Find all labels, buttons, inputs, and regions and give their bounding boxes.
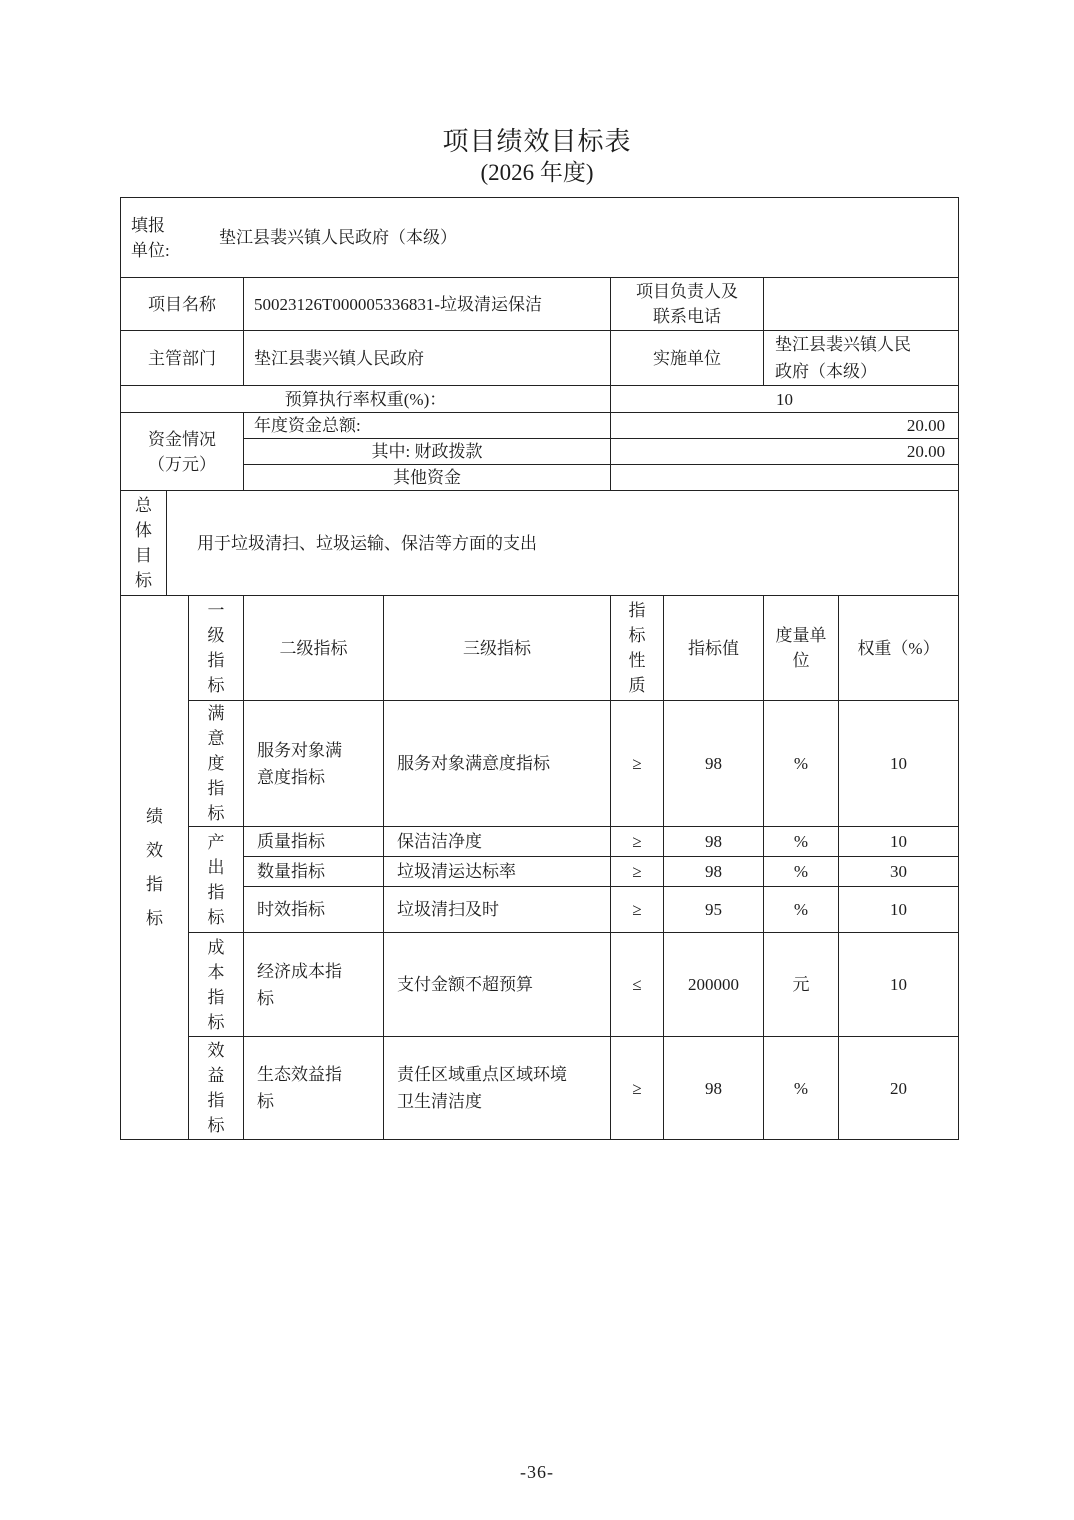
weight-cell: 10 — [839, 887, 959, 933]
level1-satisfaction-cell — [189, 701, 244, 827]
nature-cell: ≥ — [611, 1037, 664, 1140]
level3-cell: 支付金额不超预算 — [384, 933, 611, 1037]
indicator-row-benefit — [121, 1037, 959, 1140]
col-header-weight: 权重（%） — [839, 596, 959, 701]
department-label: 主管部门 — [121, 331, 244, 386]
value-cell: 98 — [664, 1037, 764, 1140]
impl-unit-label: 实施单位 — [611, 331, 764, 386]
impl-unit-value: 垫江县裴兴镇人民政府（本级） — [764, 331, 959, 386]
report-unit-row — [121, 198, 959, 278]
weight-cell: 10 — [839, 933, 959, 1037]
unit-cell: % — [764, 827, 839, 857]
department-value: 垫江县裴兴镇人民政府 — [244, 331, 611, 386]
nature-cell: ≥ — [611, 857, 664, 887]
level1-benefit-cell — [189, 1037, 244, 1140]
unit-cell: % — [764, 857, 839, 887]
funding-row-other — [121, 465, 959, 491]
level3-cell: 垃圾清运达标率 — [384, 857, 611, 887]
funding-section-label: 资金情况（万元） — [121, 413, 244, 491]
budget-rate-label: 预算执行率权重(%)： — [121, 386, 611, 413]
funding-row-total — [121, 413, 959, 439]
level3-cell: 责任区域重点区域环境卫生清洁度 — [384, 1037, 611, 1140]
budget-rate-value: 10 — [611, 386, 959, 413]
page-subtitle: (2026 年度) — [480, 160, 594, 185]
unit-cell: % — [764, 1037, 839, 1140]
funding-other-label: 其他资金 — [244, 465, 611, 491]
weight-cell: 10 — [839, 827, 959, 857]
level1-output-cell — [189, 827, 244, 933]
value-cell: 98 — [664, 827, 764, 857]
col-header-value: 指标值 — [664, 596, 764, 701]
indicator-section-label: 绩效指标 — [145, 806, 163, 928]
page-title: 项目绩效目标表 — [442, 127, 632, 156]
report-unit-label: 填报单位: — [131, 215, 170, 260]
indicator-row-satisfaction — [121, 701, 959, 827]
funding-row-fiscal — [121, 439, 959, 465]
level1-cost-cell — [189, 933, 244, 1037]
report-unit-value: 垫江县裴兴镇人民政府（本级） — [219, 228, 457, 247]
col-header-unit: 度量单位 — [764, 596, 839, 701]
value-cell: 98 — [664, 857, 764, 887]
indicator-row-timeliness — [121, 887, 959, 933]
unit-cell: % — [764, 887, 839, 933]
indicator-row-quantity — [121, 857, 959, 887]
performance-target-table — [120, 197, 959, 1140]
level3-cell: 服务对象满意度指标 — [384, 701, 611, 827]
nature-cell: ≥ — [611, 827, 664, 857]
funding-fiscal-value: 20.00 — [611, 439, 959, 465]
project-leader-label: 项目负责人及联系电话 — [611, 278, 764, 331]
overall-goal-row — [121, 491, 959, 596]
indicator-row-quality — [121, 827, 959, 857]
project-name-label: 项目名称 — [121, 278, 244, 331]
level2-cell: 质量指标 — [244, 827, 384, 857]
overall-goal-label-cell — [121, 491, 167, 596]
level3-cell: 保洁洁净度 — [384, 827, 611, 857]
level1-benefit: 效益指标 — [207, 1041, 225, 1135]
indicator-header-row — [121, 596, 959, 701]
report-unit-cell — [121, 209, 958, 267]
weight-cell: 10 — [839, 701, 959, 827]
project-name-value: 50023126T000005336831-垃圾清运保洁 — [244, 278, 611, 331]
level3-cell: 垃圾清扫及时 — [384, 887, 611, 933]
unit-cell: % — [764, 701, 839, 827]
level2-cell: 生态效益指标 — [244, 1037, 384, 1140]
weight-cell: 20 — [839, 1037, 959, 1140]
level1-cost: 成本指标 — [207, 937, 225, 1032]
value-cell: 98 — [664, 701, 764, 827]
col-header-level3: 三级指标 — [384, 596, 611, 701]
nature-cell: ≥ — [611, 887, 664, 933]
level2-cell: 时效指标 — [244, 887, 384, 933]
budget-rate-row — [121, 386, 959, 413]
value-cell: 200000 — [664, 933, 764, 1037]
level1-satisfaction: 满意度指标 — [207, 704, 225, 823]
level2-cell: 经济成本指标 — [244, 933, 384, 1037]
nature-cell: ≥ — [611, 701, 664, 827]
unit-cell: 元 — [764, 933, 839, 1037]
project-leader-value — [764, 278, 959, 331]
level1-output: 产出指标 — [207, 832, 225, 927]
funding-total-value: 20.00 — [611, 413, 959, 439]
funding-fiscal-label: 其中: 财政拨款 — [244, 439, 611, 465]
overall-goal-label: 总体目标 — [134, 496, 152, 590]
funding-total-label: 年度资金总额: — [244, 413, 611, 439]
department-row — [121, 331, 959, 386]
indicator-section-label-cell — [121, 596, 189, 1140]
page-number: -36- — [520, 1462, 554, 1482]
nature-cell: ≤ — [611, 933, 664, 1037]
funding-other-value — [611, 465, 959, 491]
weight-cell: 30 — [839, 857, 959, 887]
col-header-nature: 指标性质 — [611, 596, 664, 701]
col-header-level1: 一级指标 — [189, 596, 244, 701]
level2-cell: 服务对象满意度指标 — [244, 701, 384, 827]
value-cell: 95 — [664, 887, 764, 933]
indicator-row-cost — [121, 933, 959, 1037]
col-header-level2: 二级指标 — [244, 596, 384, 701]
overall-goal-value: 用于垃圾清扫、垃圾运输、保洁等方面的支出 — [167, 491, 959, 596]
level2-cell: 数量指标 — [244, 857, 384, 887]
project-name-row — [121, 278, 959, 331]
